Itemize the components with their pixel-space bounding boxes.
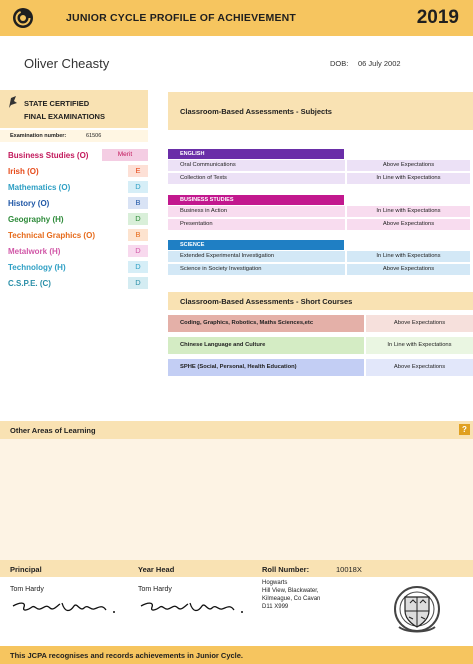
cba-row xyxy=(168,160,470,171)
year-head-name: Tom Hardy xyxy=(138,586,172,593)
subject-grade: D xyxy=(128,261,148,273)
footer-bar xyxy=(0,646,473,664)
subject-label: Business Studies (O) xyxy=(8,151,89,160)
short-course-row xyxy=(168,359,473,376)
cba-row xyxy=(168,173,470,184)
subject-label: Irish (O) xyxy=(8,167,39,176)
subject-row xyxy=(0,245,148,257)
exam-title-line1: STATE CERTIFIED xyxy=(24,99,90,108)
page-title: JUNIOR CYCLE PROFILE OF ACHIEVEMENT xyxy=(66,12,297,24)
subject-grade: Merit xyxy=(102,149,148,161)
subject-row xyxy=(0,149,148,161)
subject-label: Technology (H) xyxy=(8,263,66,272)
cba-group-header: BUSINESS STUDIES xyxy=(168,195,344,205)
exam-section-title xyxy=(24,97,105,123)
dob-value: 06 July 2002 xyxy=(358,59,401,68)
roll-number-label: Roll Number: xyxy=(262,565,310,574)
subject-label: Mathematics (O) xyxy=(8,183,71,192)
short-course-result: In Line with Expectations xyxy=(366,337,473,354)
short-courses-title: Classroom-Based Assessments - Short Courses xyxy=(180,297,353,306)
footer-text: This JCPA recognises and records achievements in Junior Cycle. xyxy=(10,651,243,660)
cba-name: Extended Experimental Investigation xyxy=(168,251,345,262)
dob-label: DOB: xyxy=(330,59,349,68)
subject-grade: B xyxy=(128,229,148,241)
cba-subjects-header xyxy=(168,92,473,130)
handwritten-signature-icon xyxy=(10,598,122,620)
exam-section-header xyxy=(0,90,148,128)
subject-grade: D xyxy=(128,245,148,257)
address-line: D11 X999 xyxy=(262,604,289,610)
roll-number-value: 10018X xyxy=(336,565,362,574)
cba-result: Above Expectations xyxy=(347,264,470,275)
cba-result: In Line with Expectations xyxy=(347,206,470,217)
short-course-row xyxy=(168,337,473,354)
exam-number-row xyxy=(0,130,148,142)
cba-name: Business in Action xyxy=(168,206,345,217)
subject-grade: E xyxy=(128,165,148,177)
cba-name: Presentation xyxy=(168,219,345,230)
short-courses-header xyxy=(168,292,473,310)
address-line: Hogwarts xyxy=(262,580,288,586)
student-name: Oliver Cheasty xyxy=(24,56,110,71)
cba-group-header: ENGLISH xyxy=(168,149,344,159)
cba-result: Above Expectations xyxy=(347,219,470,230)
swirl-logo-icon xyxy=(12,7,34,29)
exam-title-line2: FINAL EXAMINATIONS xyxy=(24,112,105,121)
exam-number-value: 61506 xyxy=(86,133,102,139)
header-bar xyxy=(0,0,473,36)
cba-name: Oral Communications xyxy=(168,160,345,171)
handwritten-signature-icon xyxy=(138,598,250,620)
year-head-label: Year Head xyxy=(138,565,175,574)
help-icon[interactable]: ? xyxy=(459,424,470,435)
school-address xyxy=(262,579,320,611)
address-line: Kilmeague, Co Cavan xyxy=(262,596,321,602)
subject-label: Technical Graphics (O) xyxy=(8,231,95,240)
subject-row xyxy=(0,181,148,193)
cba-name: Science in Society Investigation xyxy=(168,264,345,275)
subject-grade: D xyxy=(128,213,148,225)
subject-grade: B xyxy=(128,197,148,209)
subject-row xyxy=(0,261,148,273)
short-course-name: Coding, Graphics, Robotics, Maths Sciences,etc xyxy=(168,315,364,332)
cba-name: Collection of Texts xyxy=(168,173,345,184)
cba-result: Above Expectations xyxy=(347,160,470,171)
year-label: 2019 xyxy=(416,7,459,28)
other-areas-header xyxy=(0,421,473,439)
subject-row xyxy=(0,277,148,289)
subject-label: History (O) xyxy=(8,199,50,208)
cba-row xyxy=(168,251,470,262)
cba-result: In Line with Expectations xyxy=(347,251,470,262)
subject-row xyxy=(0,229,148,241)
address-line: Hill View, Blackwater, xyxy=(262,588,319,594)
subject-label: Geography (H) xyxy=(8,215,64,224)
cba-result: In Line with Expectations xyxy=(347,173,470,184)
subject-label: Metalwork (H) xyxy=(8,247,61,256)
principal-name: Tom Hardy xyxy=(10,586,44,593)
short-course-name: Chinese Language and Culture xyxy=(168,337,364,354)
cba-row xyxy=(168,264,470,275)
short-course-result: Above Expectations xyxy=(366,359,473,376)
cba-subjects-title: Classroom-Based Assessments - Subjects xyxy=(180,107,332,116)
cba-row xyxy=(168,206,470,217)
other-areas-body xyxy=(0,439,473,560)
subject-grade: D xyxy=(128,181,148,193)
exam-number-label: Examination number: xyxy=(10,133,67,139)
short-course-row xyxy=(168,315,473,332)
short-course-name: SPHE (Social, Personal, Health Education) xyxy=(168,359,364,376)
subject-row xyxy=(0,165,148,177)
cba-group-header: SCIENCE xyxy=(168,240,344,250)
short-course-result: Above Expectations xyxy=(366,315,473,332)
signatures-header xyxy=(0,560,473,577)
quill-icon xyxy=(8,95,18,109)
subject-grade: D xyxy=(128,277,148,289)
school-crest-icon xyxy=(393,583,441,635)
principal-label: Principal xyxy=(10,565,42,574)
cba-row xyxy=(168,219,470,230)
subject-row xyxy=(0,213,148,225)
other-areas-title: Other Areas of Learning xyxy=(10,426,96,435)
subject-label: C.S.P.E. (C) xyxy=(8,279,51,288)
subject-row xyxy=(0,197,148,209)
